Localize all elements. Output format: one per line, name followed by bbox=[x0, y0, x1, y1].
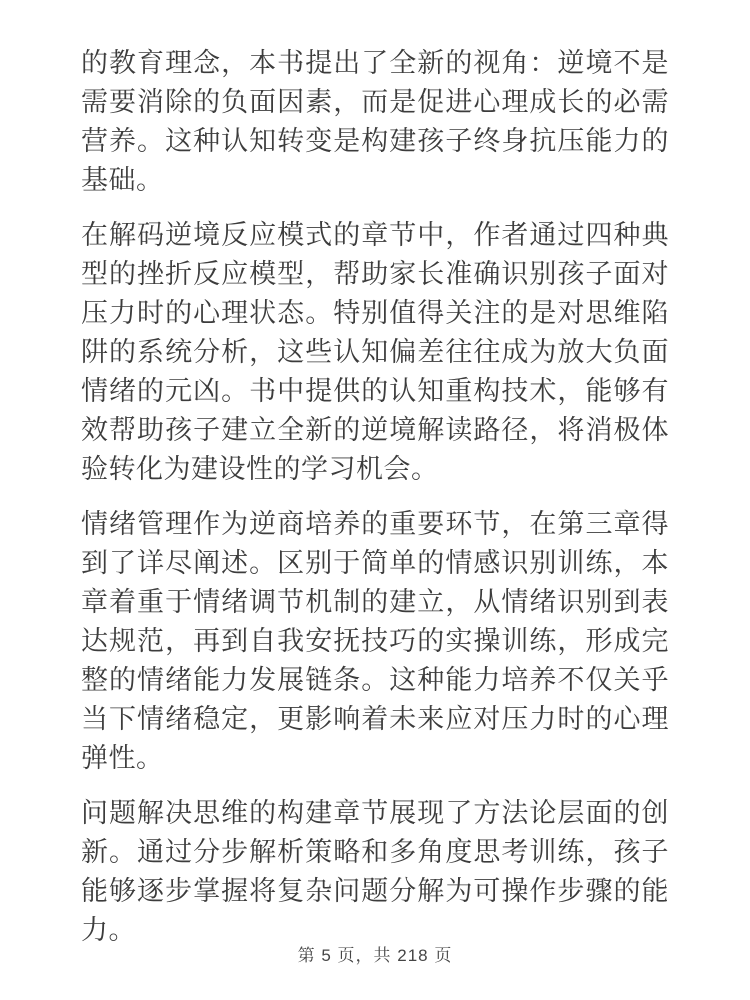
page-footer bbox=[0, 944, 750, 968]
paragraph-4: 问题解决思维的构建章节展现了方法论层面的创新。通过分步解析策略和多角度思考训练，孩子能够逐步掌握将复杂问题分解为可操作步骤的能力。 bbox=[81, 798, 669, 945]
page-number-label: 第 5 页，共 218 页 bbox=[297, 946, 453, 965]
paragraph-1: 的教育理念，本书提出了全新的视角：逆境不是需要消除的负面因素，而是促进心理成长的必需营养。这种认知转变是构建孩子终身抗压能力的基础。 bbox=[81, 48, 669, 195]
paragraph-3: 情绪管理作为逆商培养的重要环节，在第三章得到了详尽阐述。区别于简单的情感识别训练，本章着重于情绪调节机制的建立，从情绪识别到表达规范，再到自我安抚技巧的实操训练，形成完整的情绪能力发展链条。这种能力培养不仅关乎当下情绪稳定，更影响着未来应对压力时的心理弹性。 bbox=[81, 509, 669, 773]
paragraph-2: 在解码逆境反应模式的章节中，作者通过四种典型的挫折反应模型，帮助家长准确识别孩子面对压力时的心理状态。特别值得关注的是对思维陷阱的系统分析，这些认知偏差往往成为放大负面情绪的元凶。书中提供的认知重构技术，能够有效帮助孩子建立全新的逆境解读路径，将消极体验转化为建设性的学习机会。 bbox=[81, 220, 669, 484]
